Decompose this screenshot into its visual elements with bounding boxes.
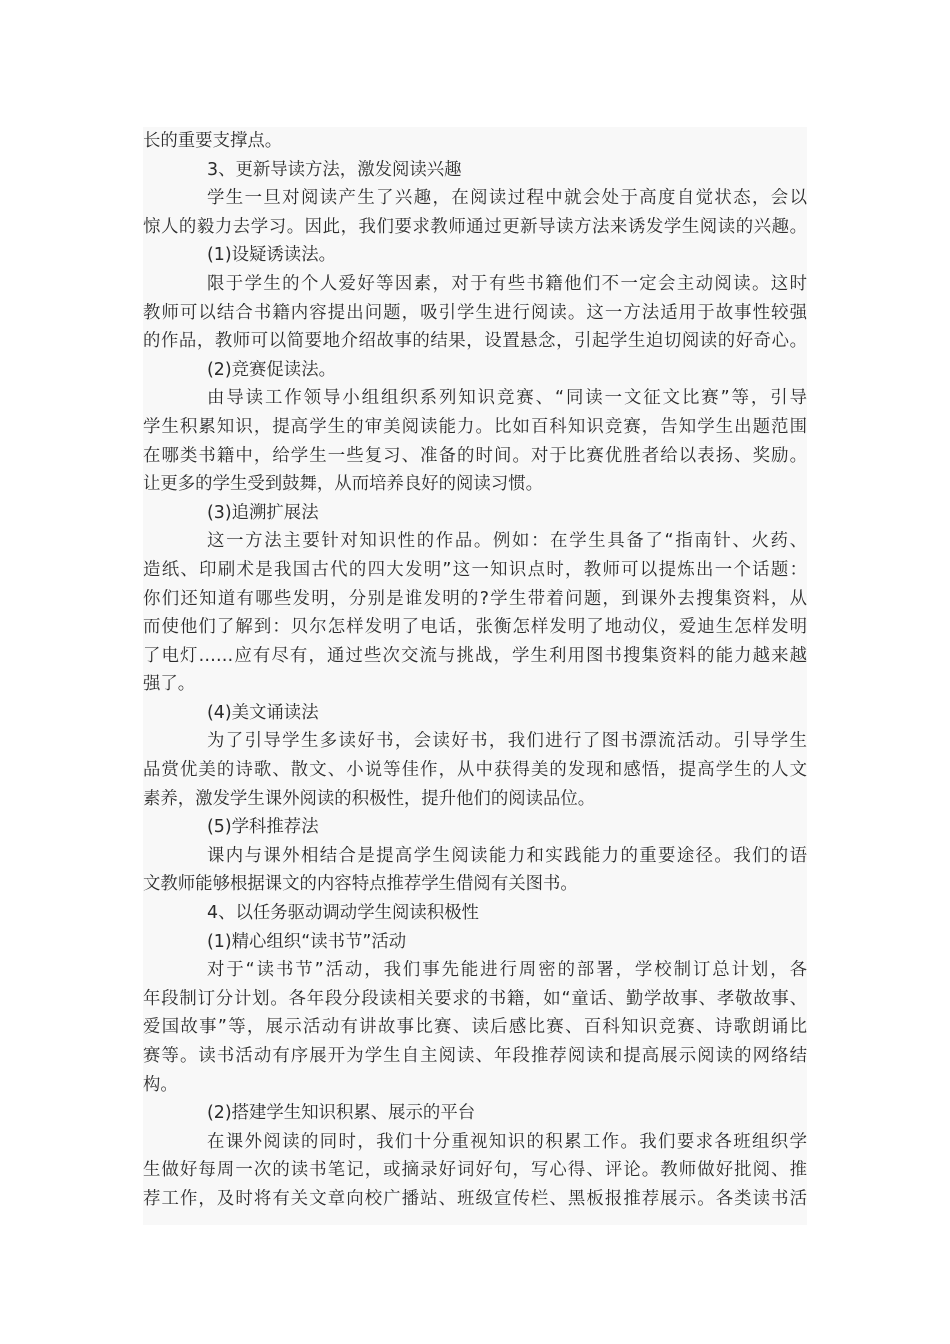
paragraph-line: 长的重要支撑点。 — [143, 131, 283, 151]
section-heading: (1)精心组织“读书节”活动 — [207, 931, 407, 952]
paragraph-line: 课内与课外相结合是提高学生阅读能力和实践能力的重要途径。我们的语 — [207, 845, 807, 866]
paragraph-line: 让更多的学生受到鼓舞，从而培养良好的阅读习惯。 — [143, 474, 543, 495]
paragraph-line: 在哪类书籍中，给学生一些复习、准备的时间。对于比赛优胜者给以表扬、奖励。 — [143, 445, 807, 466]
paragraph-line: 年段制订分计划。各年段分段读相关要求的书籍，如“童话、勤学故事、孝敬故事、 — [143, 988, 807, 1009]
section-heading: 4、以任务驱动调动学生阅读积极性 — [207, 903, 479, 924]
paragraph-line: 你们还知道有哪些发明，分别是谁发明的?学生带着问题，到课外去搜集资料，从 — [143, 588, 807, 609]
paragraph-line: 这一方法主要针对知识性的作品。例如：在学生具备了“指南针、火药、 — [207, 531, 807, 552]
paragraph-line: 文教师能够根据课文的内容特点推荐学生借阅有关图书。 — [143, 874, 578, 895]
paragraph-line: 学生一旦对阅读产生了兴趣，在阅读过程中就会处于高度自觉状态，会以 — [207, 188, 807, 209]
paragraph-line: 了电灯……应有尽有，通过些次交流与挑战，学生利用图书搜集资料的能力越来越 — [143, 645, 807, 666]
paragraph-line: 素养，激发学生课外阅读的积极性，提升他们的阅读品位。 — [143, 788, 596, 809]
paragraph-line: 构。 — [143, 1074, 178, 1095]
section-heading: (2)竞赛促读法。 — [207, 359, 336, 380]
paragraph-line: 强了。 — [143, 674, 196, 695]
paragraph-line: 造纸、印刷术是我国古代的四大发明”这一知识点时，教师可以提炼出一个话题： — [143, 559, 807, 580]
paragraph-line: 限于学生的个人爱好等因素，对于有些书籍他们不一定会主动阅读。这时 — [207, 273, 807, 294]
section-heading: (3)追溯扩展法 — [207, 502, 319, 523]
paragraph-line: 生做好每周一次的读书笔记，或摘录好词好句，写心得、评论。教师做好批阅、推 — [143, 1160, 807, 1181]
paragraph-line: 惊人的毅力去学习。因此，我们要求教师通过更新导读方法来诱发学生阅读的兴趣。 — [143, 216, 807, 237]
paragraph-line: 品赏优美的诗歌、散文、小说等佳作，从中获得美的发现和感悟，提高学生的人文 — [143, 760, 807, 781]
section-heading: (1)设疑诱读法。 — [207, 245, 336, 266]
document-text-block — [143, 127, 807, 1225]
section-heading: (5)学科推荐法 — [207, 817, 319, 838]
paragraph-line: 对于“读书节”活动，我们事先能进行周密的部署，学校制订总计划，各 — [207, 960, 807, 981]
section-heading: (4)美文诵读法 — [207, 702, 319, 723]
paragraph-line: 教师可以结合书籍内容提出问题，吸引学生进行阅读。这一方法适用于故事性较强 — [143, 302, 807, 323]
paragraph-line: 由导读工作领导小组组织系列知识竞赛、“同读一文征文比赛”等，引导 — [207, 388, 807, 409]
paragraph-line: 在课外阅读的同时，我们十分重视知识的积累工作。我们要求各班组织学 — [207, 1131, 807, 1152]
paragraph-line: 赛等。读书活动有序展开为学生自主阅读、年段推荐阅读和提高展示阅读的网络结 — [143, 1046, 807, 1066]
paragraph-line: 而使他们了解到：贝尔怎样发明了电话，张衡怎样发明了地动仪，爱迪生怎样发明 — [143, 617, 807, 638]
paragraph-line: 为了引导学生多读好书，会读好书，我们进行了图书漂流活动。引导学生 — [207, 731, 807, 752]
paragraph-line: 学生积累知识，提高学生的审美阅读能力。比如百科知识竞赛，告知学生出题范围 — [143, 416, 807, 437]
paragraph-line: 的作品，教师可以简要地介绍故事的结果，设置悬念，引起学生迫切阅读的好奇心。 — [143, 331, 807, 352]
paragraph-line: 荐工作，及时将有关文章向校广播站、班级宣传栏、黑板报推荐展示。各类读书活 — [143, 1188, 807, 1209]
section-heading: 3、更新导读方法，激发阅读兴趣 — [207, 159, 462, 180]
section-heading: (2)搭建学生知识积累、展示的平台 — [207, 1103, 476, 1124]
paragraph-line: 爱国故事”等，展示活动有讲故事比赛、读后感比赛、百科知识竞赛、诗歌朗诵比 — [143, 1017, 807, 1038]
